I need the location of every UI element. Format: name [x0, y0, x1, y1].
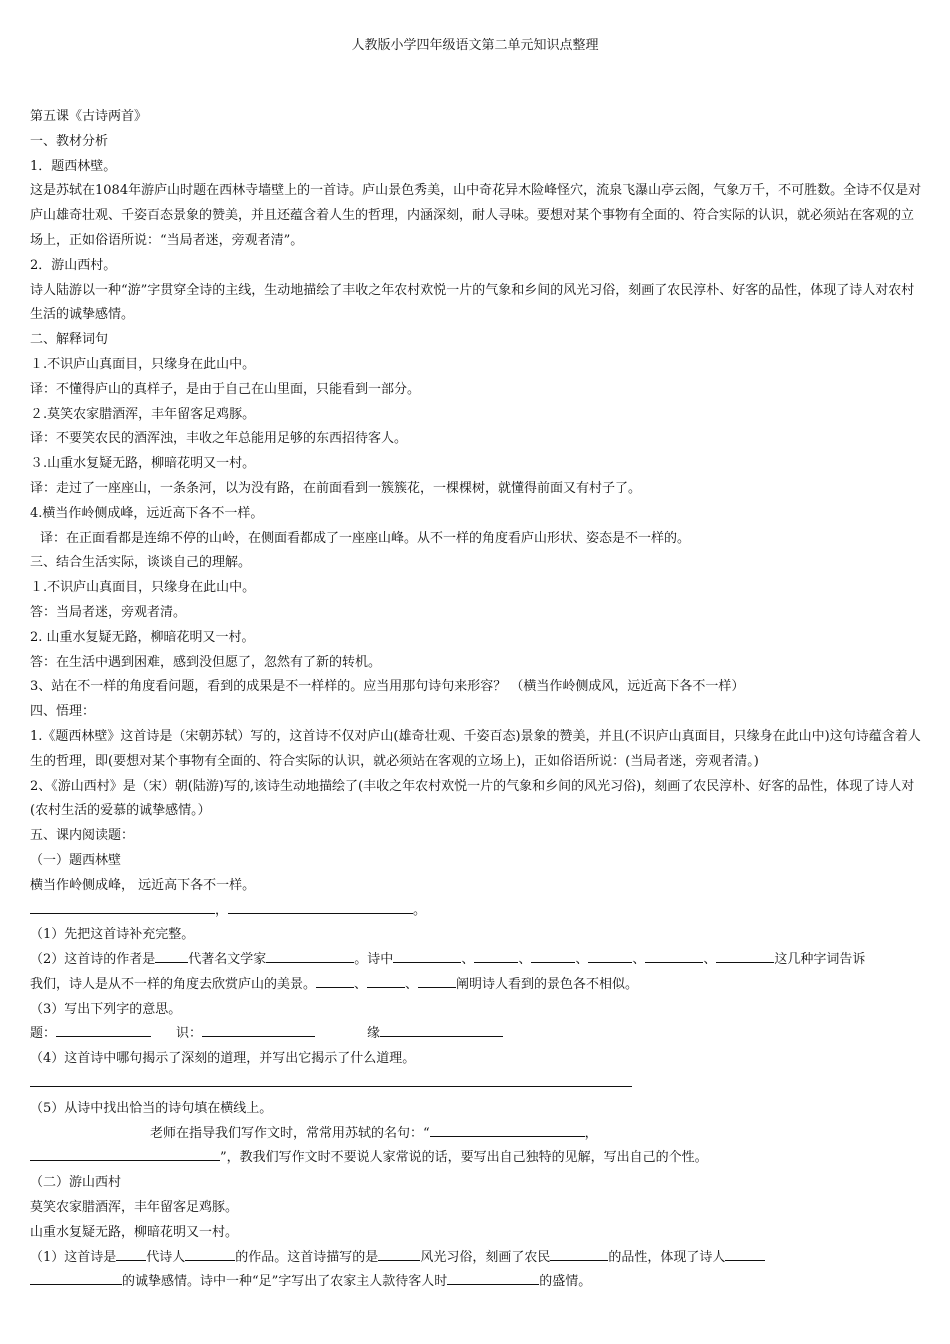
blank-field[interactable] — [716, 948, 774, 963]
part-2-question-1-line-1: （1）这首诗是 代诗人 的作品。这首诗描写的是 风光习俗，刻画了农民 的品性，体现了诗人 — [30, 1246, 925, 1271]
blank-field[interactable] — [266, 948, 354, 963]
reading-poem-line: 横当作岭侧成峰， 远近高下各不一样。 — [30, 877, 256, 893]
poem-2-analysis: 诗人陆游以一种“游”字贯穿全诗的主线，生动地描绘了丰收之年农村欢悦一片的气象和乡间的风光习俗，刻画了农民淳朴、好客的品性，体现了诗人对农村生活的诚挚感情。 — [30, 282, 915, 323]
blank-field[interactable] — [645, 948, 703, 963]
blank-field[interactable] — [316, 973, 354, 988]
question-5: （5）从诗中找出恰当的诗句填在横线上。 — [30, 1100, 273, 1116]
blank-field[interactable] — [116, 1246, 146, 1261]
explain-line-3: ３.山重水复疑无路，柳暗花明又一村。 — [30, 456, 256, 472]
blank-field[interactable] — [367, 973, 405, 988]
insight-paragraph-2: 2、《游山西村》是（宋）朝(陆游)写的,该诗生动地描绘了(丰收之年农村欢悦一片的气象和乡间的风光习俗)，刻画了农民淳朴、好客的品性，体现了诗人对(农村生活的爱慕的诚挚感情。） — [30, 778, 915, 819]
question-4: （4）这首诗中哪句揭示了深刻的道理，并写出它揭示了什么道理。 — [30, 1051, 416, 1067]
blank-field[interactable] — [474, 948, 518, 963]
life-question-3: 3、站在不一样的角度看问题，看到的成果是不一样样的。应当用那句诗句来形容？ （横当作岭侧成风，远近高下各不一样） — [30, 679, 745, 695]
blank-field[interactable] — [725, 1246, 765, 1261]
question-5-text-line-2: ”，教我们写作文时不要说人家常说的话，要写出自己独特的见解，写出自己的个性。 — [30, 1146, 925, 1171]
blank-field[interactable] — [30, 899, 215, 914]
life-answer-1: 答：当局者迷，旁观者清。 — [30, 604, 187, 620]
blank-field[interactable] — [378, 1246, 420, 1261]
explain-line-4: 4.横当作岭侧成峰，远近高下各不一样。 — [30, 505, 264, 521]
blank-field[interactable] — [30, 1072, 632, 1087]
question-3-words: 题： 识： 缘 — [30, 1022, 925, 1047]
lesson-title: 第五课《古诗两首》 — [30, 109, 148, 124]
blank-field[interactable] — [155, 948, 188, 963]
blank-field[interactable] — [380, 1022, 503, 1037]
blank-field[interactable] — [228, 899, 413, 914]
blank-field[interactable] — [30, 1146, 220, 1161]
poem-1-analysis: 这是苏轼在1084年游庐山时题在西林寺墙壁上的一首诗。庐山景色秀美，山中奇花异木险峰怪穴，流泉飞瀑山亭云阁，气象万千，不可胜数。全诗不仅是对庐山雄奇壮观、千姿百态景象的赞美，并且还蕴含着人生的哲理，内涵深刻，耐人寻味。要想对某个事物有全面的、符合实际的认识，就必须站在客观的立场上，正如俗语所说：“当局者迷，旁观者清”。 — [30, 183, 922, 248]
section-3-title: 三、结合生活实际，谈谈自己的理解。 — [30, 555, 252, 571]
life-question-1: １.不识庐山真面目，只缘身在此山中。 — [30, 580, 256, 596]
reading-part-1-title: （一）题西林壁 — [30, 852, 122, 868]
question-3: （3）写出下列字的意思。 — [30, 1001, 182, 1017]
question-1: （1）先把这首诗补充完整。 — [30, 927, 195, 943]
blank-field[interactable] — [30, 1270, 122, 1285]
explain-translation-2: 译：不要笑农民的酒浑浊，丰收之年总能用足够的东西招待客人。 — [30, 431, 408, 447]
blank-field[interactable] — [550, 1246, 608, 1261]
question-5-text-line-1: 老师在指导我们写作文时，常常用苏轼的名句：“ ， — [30, 1122, 925, 1147]
blank-field[interactable] — [430, 1122, 585, 1137]
section-2-title: 二、解释词句 — [30, 332, 109, 348]
explain-translation-4: 译：在正面看都是连绵不停的山岭，在侧面看都成了一座座山峰。从不一样的角度看庐山形状、姿态是不一样的。 — [40, 530, 691, 546]
blank-field[interactable] — [531, 948, 575, 963]
section-5-title: 五、课内阅读题： — [30, 828, 135, 844]
blank-field[interactable] — [56, 1022, 151, 1037]
explain-translation-3: 译：走过了一座座山，一条条河，以为没有路，在前面看到一簇簇花，一棵棵树，就懂得前面又有村子了。 — [30, 480, 642, 496]
reading-part-2-title: （二）游山西村 — [30, 1175, 122, 1191]
blank-field[interactable] — [185, 1246, 235, 1261]
blank-field[interactable] — [202, 1022, 315, 1037]
document-body — [30, 105, 925, 1295]
blank-field[interactable] — [588, 948, 632, 963]
question-2-line-2: 我们，诗人是从不一样的角度去欣赏庐山的美景。 、 、 阐明诗人看到的景色各不相似。 — [30, 973, 925, 998]
poem-2-heading: 2．游山西村。 — [30, 257, 117, 273]
blank-field[interactable] — [447, 1270, 539, 1285]
blank-field[interactable] — [393, 948, 461, 963]
life-answer-2: 答：在生活中遇到困难，感到没但愿了，忽然有了新的转机。 — [30, 654, 382, 670]
section-1-title: 一、教材分析 — [30, 133, 109, 149]
explain-translation-1: 译：不懂得庐山的真样子，是由于自己在山里面，只能看到一部分。 — [30, 381, 421, 397]
page-header: 人教版小学四年级语文第二单元知识点整理 — [351, 38, 599, 53]
section-4-title: 四、悟理： — [30, 704, 96, 720]
explain-line-1: １.不识庐山真面目，只缘身在此山中。 — [30, 356, 256, 372]
reading-poem-2-line-1: 莫笑农家腊酒浑，丰年留客足鸡豚。 — [30, 1200, 239, 1216]
part-2-question-1-line-2: 的诚挚感情。诗中一种“足”字写出了农家主人款待客人时 的盛情。 — [30, 1270, 925, 1295]
explain-line-2: ２.莫笑农家腊酒浑，丰年留客足鸡豚。 — [30, 406, 256, 422]
poem-completion-blanks: ， 。 — [30, 899, 925, 924]
blank-field[interactable] — [418, 973, 456, 988]
life-question-2: 2. 山重水复疑无路，柳暗花明又一村。 — [30, 629, 255, 645]
reading-poem-2-line-2: 山重水复疑无路，柳暗花明又一村。 — [30, 1224, 239, 1240]
question-4-answer-line — [30, 1072, 925, 1097]
insight-paragraph-1: 1.《题西林壁》这首诗是（宋朝苏轼）写的，这首诗不仅对庐山(雄奇壮观、千姿百态)景象的赞美，并且(不识庐山真面目，只缘身在此山中)这句诗蕴含着人生的哲理，即(要想对某个事物有全面的、符合实际的认识，就必须站在客观的立场上)，正如俗语所说：(当局者迷，旁观者清。) — [30, 728, 921, 769]
poem-1-heading: 1．题西林壁。 — [30, 158, 117, 174]
question-2-line-1: （2）这首诗的作者是 代著名文学家 。诗中 、 、 、 、 、 这几种字词告诉 — [30, 948, 925, 973]
